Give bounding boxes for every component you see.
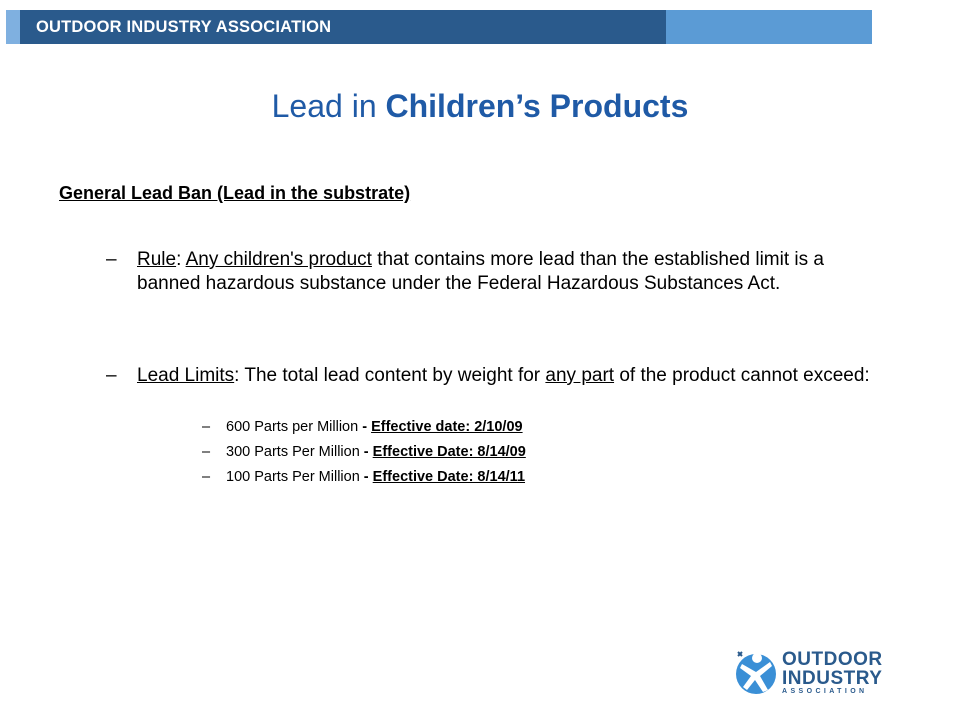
limit-date: Effective date: 2/10/09 [371,419,523,435]
limit-date: Effective Date: 8/14/11 [372,469,526,485]
slide-title [0,88,960,125]
logo-line1: OUTDOOR [782,649,883,670]
limit-sep: - [358,419,372,435]
oia-logo [734,646,886,698]
sub-dash: – [202,419,211,435]
rule-link: Any children's product [185,249,372,270]
logo-wordmark [782,650,883,688]
limits-bullet [106,364,886,388]
limit-item [202,443,526,461]
limit-amount: 600 Parts per Million [226,419,359,435]
title-normal: Lead in [271,88,386,124]
bullet-dash: – [106,249,117,270]
sub-dash: – [202,469,211,485]
logo-line3: ASSOCIATION [782,688,868,695]
limits-text2: of the product cannot exceed: [614,365,870,386]
limit-amount: 300 Parts Per Million [226,444,360,460]
limit-amount: 100 Parts Per Million [226,469,360,485]
figure-icon [734,646,780,698]
limits-link: any part [545,365,615,386]
banner-accent [6,10,20,44]
title-bold: Children’s Products [385,88,689,124]
header-banner [6,10,872,44]
limits-label: Lead Limits [137,365,235,386]
banner-title: OUTDOOR INDUSTRY ASSOCIATION [36,17,332,36]
limit-date: Effective Date: 8/14/09 [372,444,526,460]
limit-item [202,468,525,486]
rule-colon: : [176,249,186,270]
limit-sep: - [359,444,373,460]
limit-item [202,418,523,436]
logo-line2: INDUSTRY [782,668,883,689]
sub-dash: – [202,444,211,460]
banner-main [20,10,666,44]
rule-text: that contains more lead than the established limit is a banned hazardous substance under the Federal Hazardous Substances Act. [137,249,824,294]
limit-sep: - [359,469,373,485]
rule-bullet [106,248,886,296]
rule-label: Rule [137,249,177,270]
section-heading: General Lead Ban (Lead in the substrate) [59,183,411,203]
bullet-dash: – [106,365,117,386]
limits-text1: : The total lead content by weight for [234,365,546,386]
